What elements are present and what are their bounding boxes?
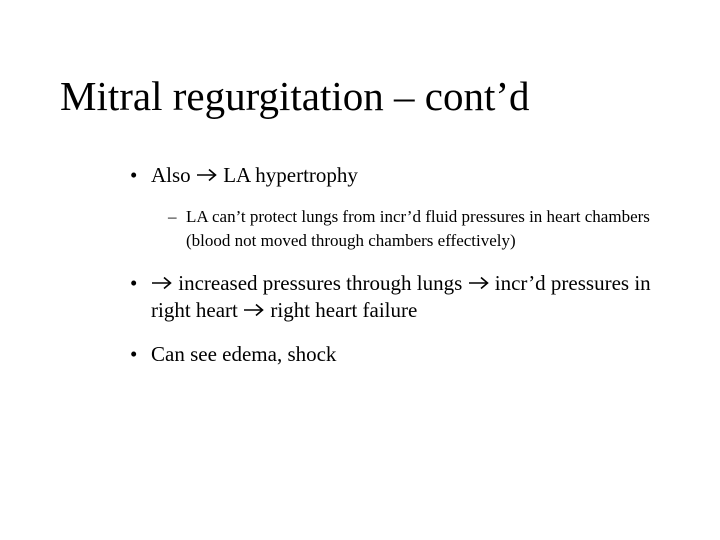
bullet-text-part: Also bbox=[151, 163, 191, 187]
right-arrow-icon bbox=[151, 276, 173, 290]
slide-title: Mitral regurgitation – cont’d bbox=[60, 73, 530, 119]
bullet-marker: • bbox=[130, 342, 138, 366]
sub-bullet-item bbox=[168, 205, 688, 253]
bullet-text bbox=[151, 270, 670, 324]
bullet-marker: • bbox=[130, 163, 138, 187]
bullet-text: Can see edema, shock bbox=[151, 342, 337, 366]
sub-bullet-text: LA can’t protect lungs from incr’d fluid pressures in heart chambers (blood not moved through chambers effectively) bbox=[186, 207, 650, 250]
bullet-item bbox=[130, 162, 670, 189]
bullet-text-part: right heart failure bbox=[270, 298, 418, 322]
bullet-text-part: increased pressures through lungs bbox=[178, 271, 463, 295]
bullet-item bbox=[130, 341, 670, 368]
right-arrow-icon bbox=[243, 303, 265, 317]
bullet-text-part: LA hypertrophy bbox=[223, 163, 358, 187]
bullet-marker: • bbox=[130, 271, 138, 295]
right-arrow-icon bbox=[468, 276, 490, 290]
sub-bullet-marker: – bbox=[168, 207, 177, 226]
bullet-text-part: incr’d pressures in right heart bbox=[151, 271, 651, 322]
bullet-item bbox=[130, 270, 670, 324]
right-arrow-icon bbox=[196, 168, 218, 182]
bullet-text bbox=[151, 162, 670, 189]
